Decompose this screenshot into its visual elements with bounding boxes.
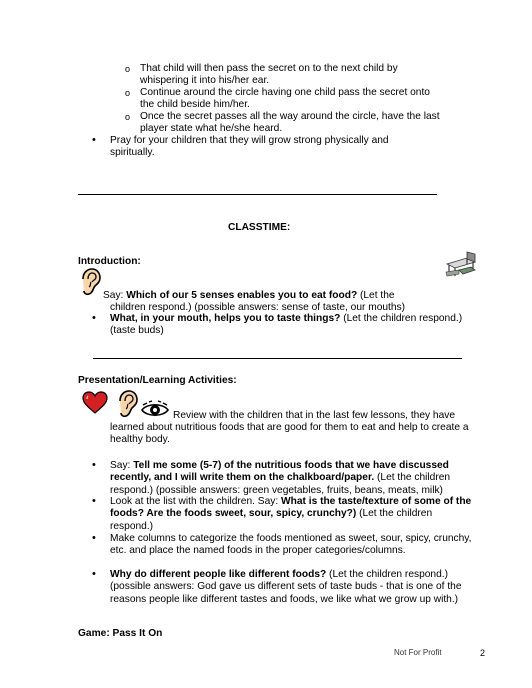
bullet: • [92,495,96,507]
list-item: Pray for your children that they will grow strong physically and spiritually. [110,135,389,159]
ear-icon [79,268,101,296]
list-item: Continue around the circle having one child pass the secret onto the child beside him/her. [140,87,430,111]
bullet: • [92,459,96,471]
introduction-heading: Introduction: [78,256,141,267]
classroom-table-icon [445,250,477,278]
game-heading: Game: Pass It On [78,628,163,639]
ear-icon [116,390,138,418]
intro-say-continuation: children respond.) (possible answers: sense of taste, our mouths) [110,302,406,313]
classtime-heading: CLASSTIME: [228,222,291,233]
bullet: • [92,312,96,324]
list-item: Make columns to categorize the foods mentioned as sweet, sour, spicy, crunchy, etc. and place the named foods in the proper categories/columns. [110,533,472,557]
bullet: • [92,532,96,544]
presentation-heading: Presentation/Learning Activities: [78,375,237,386]
section-divider [78,194,437,195]
review-line-1: Review with the children that in the last few lessons, they have [173,410,456,421]
list-item: Say: Tell me some (5-7) of the nutritious foods that we have discussed recently, and I will write them on the chalkboard/paper. (Let the children respond.) (possible answers: green vegetables, fruits, beans, meats, milk) [110,460,451,496]
intro-say-line: Say: Which of our 5 senses enables you to eat food? (Let the [103,290,395,301]
list-item: Look at the list with the children. Say: What is the taste/texture of some of the foods? Are the foods sweet, sour, spicy, crunchy?) (Let the children respond.) [110,496,472,532]
section-divider [93,358,462,359]
list-item: Why do different people like different foods? (Let the children respond.) (possible answers: God gave us different sets of taste buds - that is one of the reasons people like different tastes and foods, we like what we grow up with.) [110,569,462,605]
bullet: • [92,134,96,146]
footer-note: Not For Profit [394,648,442,657]
list-marker: o [125,112,131,122]
eye-icon [140,400,170,420]
list-item: That child will then pass the secret on to the next child by whispering it into his/her ear. [140,63,398,87]
page-number: 2 [480,648,486,658]
bullet: • [92,568,96,580]
review-continuation: learned about nutritious foods that are good for them to eat and help to create a healthy body. [110,422,469,446]
heart-icon [82,391,108,415]
list-item: Once the secret passes all the way around the circle, have the last player state what he/she heard. [140,111,440,135]
list-marker: o [125,64,131,74]
list-marker: o [125,88,131,98]
intro-question-2: What, in your mouth, helps you to taste things? (Let the children respond.) (taste buds) [110,313,463,337]
